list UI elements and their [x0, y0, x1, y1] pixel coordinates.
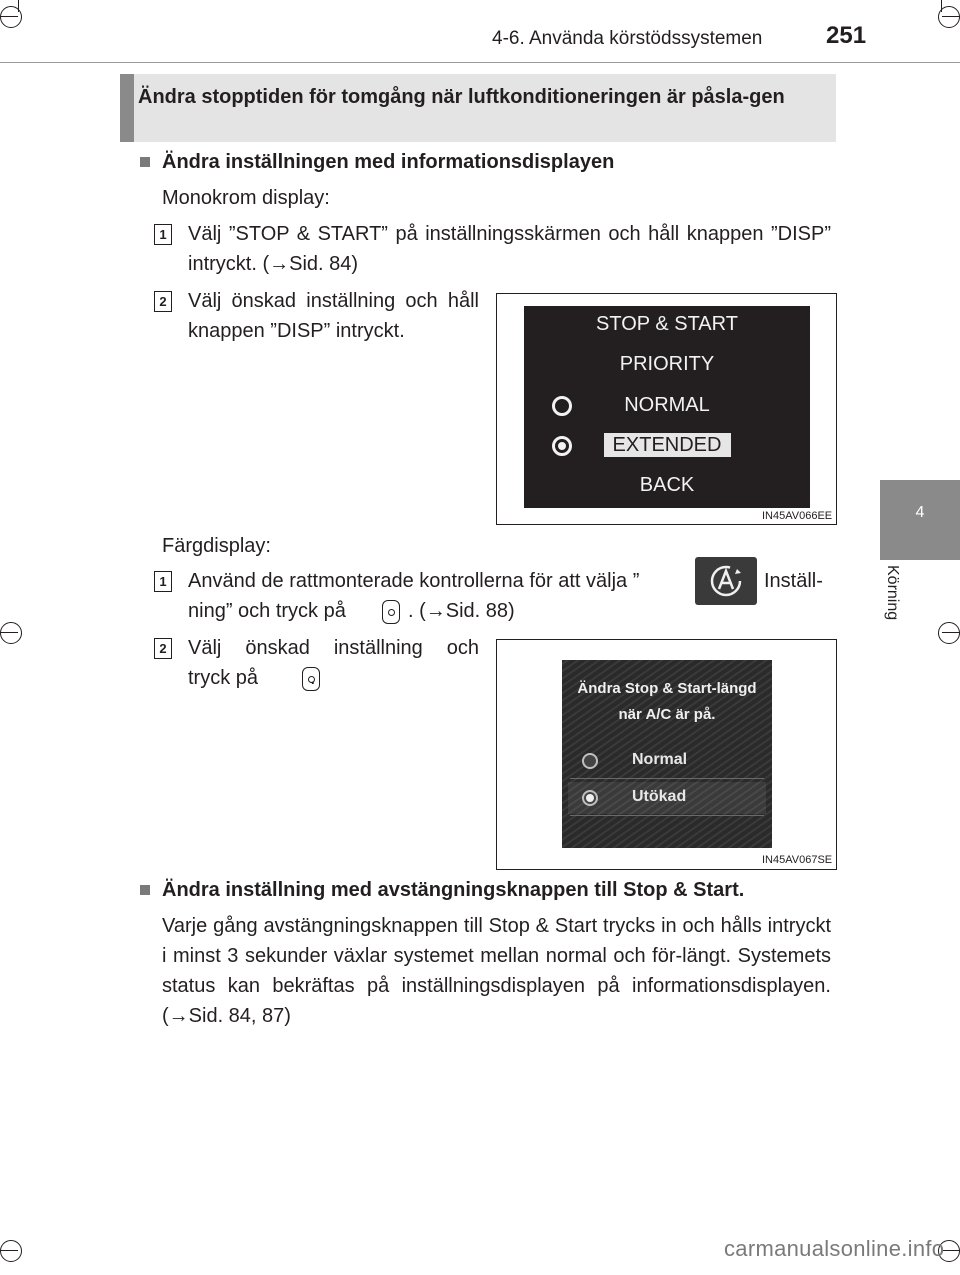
chapter-label	[884, 565, 915, 645]
step-number: 2	[154, 291, 172, 312]
color-display-screen	[562, 660, 772, 848]
step-text-part: Använd de rattmonterade kontrollerna för att välja ”	[188, 570, 640, 592]
figure-code: IN45AV066EE	[762, 510, 833, 522]
chapter-number: 4	[915, 504, 925, 521]
mono-display-label: Monokrom display:	[162, 187, 330, 209]
step-number: 1	[154, 571, 172, 592]
step-number: 1	[154, 224, 172, 245]
step-text-part: . (→Sid. 88)	[408, 600, 515, 622]
divider	[570, 815, 764, 816]
screen-title: Ändra Stop & Start-längd	[577, 680, 757, 697]
section-heading: Ändra inställning med avstängningsknappen till Stop & Start.	[162, 879, 745, 901]
header-divider	[0, 62, 960, 63]
option-normal: NORMAL	[624, 394, 710, 416]
step-text-part: tryck på	[188, 667, 259, 689]
section-header: 4-6. Använda körstödssystemen	[492, 28, 763, 49]
step-number: 2	[154, 638, 172, 659]
page-number: 251	[826, 22, 867, 49]
enter-button-icon	[382, 600, 400, 624]
option-back: BACK	[639, 474, 695, 496]
registration-mark	[0, 622, 22, 644]
step-text: Välj ”STOP & START” på inställningsskärmen och håll knappen ”DISP” intryckt. (→Sid. 84)	[188, 223, 831, 275]
color-display-label: Färgdisplay:	[162, 535, 271, 557]
screen-title: STOP & START	[596, 313, 738, 335]
section-heading: Ändra inställningen med informationsdisplayen	[162, 151, 615, 173]
registration-mark	[938, 622, 960, 644]
radio-empty-icon	[582, 753, 598, 769]
chapter-label-text: Körning	[884, 565, 901, 621]
registration-mark	[0, 6, 22, 28]
figure-code: IN45AV067SE	[762, 854, 833, 866]
body-text: Varje gång avstängningsknappen till Stop & Start trycks in och hålls intryckt i minst 3 sekunder växlar systemet mellan normal och för-längt. Systemets status kan bekräftas på inställningsdisplayen på informationsdisplayen. (→Sid. 84, 87)	[162, 915, 831, 1027]
settings-menu-icon	[695, 557, 757, 605]
step-text: Välj önskad inställning och håll knappen ”DISP” intryckt.	[188, 290, 479, 342]
screen-subtitle: PRIORITY	[619, 353, 715, 375]
monochrome-display-screen	[524, 306, 810, 508]
option-extended: EXTENDED	[612, 434, 722, 456]
registration-mark	[938, 6, 960, 28]
option-extended: Utökad	[632, 788, 687, 805]
step-text-part: Välj önskad inställning och	[188, 637, 479, 659]
page-title: Ändra stopptiden för tomgång när luftkonditioneringen är påsla-gen	[138, 86, 785, 108]
divider	[570, 778, 764, 779]
radio-selected-icon	[582, 790, 598, 806]
option-normal: Normal	[632, 751, 688, 768]
heading-bullet	[140, 157, 150, 167]
screen-title-line2: när A/C är på.	[618, 706, 716, 723]
footer-watermark: carmanualsonline.info	[724, 1236, 945, 1261]
step-text-part: .	[310, 667, 316, 689]
step-text-part: Inställ-	[764, 570, 823, 592]
step-text-part: ning” och tryck på	[188, 600, 346, 622]
heading-bullet	[140, 885, 150, 895]
registration-mark	[0, 1240, 22, 1262]
